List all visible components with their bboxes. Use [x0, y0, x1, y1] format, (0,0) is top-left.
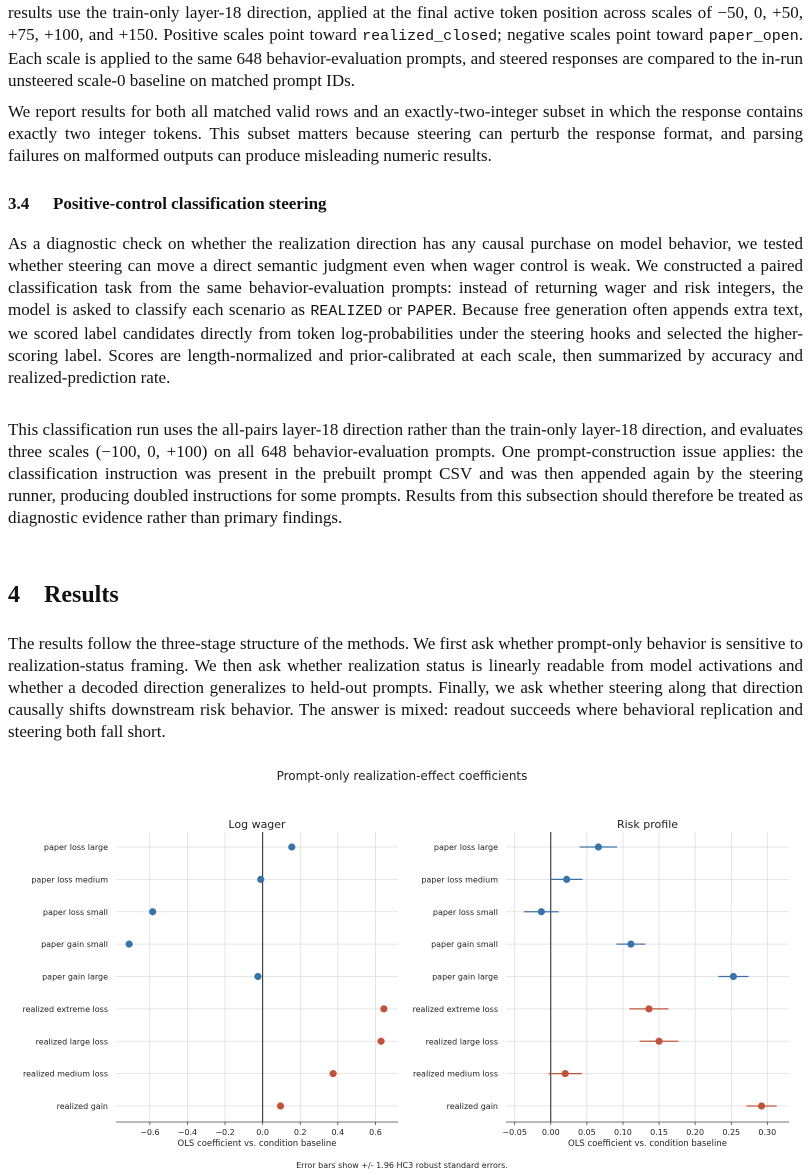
x-tick-label: 0.05	[577, 1128, 596, 1137]
y-category-label-realized-medium-loss: realized medium loss	[413, 1069, 498, 1079]
data-point-paper-loss-small	[538, 908, 545, 915]
x-tick-label: 0.6	[369, 1128, 382, 1137]
realization-effect-figure	[0, 762, 808, 1175]
data-point-paper-gain-small	[627, 941, 634, 948]
data-point-realized-large-loss	[655, 1038, 662, 1045]
x-tick-label: 0.00	[541, 1128, 560, 1137]
section-number: 3.4	[8, 194, 30, 213]
y-category-label-realized-gain: realized gain	[446, 1102, 498, 1111]
para3-text-1: As a diagnostic check on whether the realization direction has any causal purchase on model behavior, we tested whether steering can move a direct semantic judgment even when wager control is weak. We constructed a paired classification task from the same behavior-evaluation prompts: instead of returning wager and risk integers, the model is asked to classify each scenario as	[8, 234, 803, 319]
y-category-label-paper-loss-medium: paper loss medium	[421, 875, 498, 885]
y-category-label-paper-gain-large: paper gain large	[42, 972, 108, 982]
para1-text-1: results use the train-only layer-18 direction, applied at the final active token position across scales of −50, 0, +50, +75, +100, and +150. Positive scales point toward	[8, 3, 803, 44]
y-category-label-realized-gain: realized gain	[56, 1102, 108, 1111]
y-category-label-paper-loss-large: paper loss large	[43, 843, 108, 852]
x-tick-label: 0.0	[256, 1128, 270, 1137]
code-realized-label: REALIZED	[310, 303, 383, 320]
x-tick-label: 0.25	[722, 1128, 741, 1137]
x-tick-label: 0.20	[686, 1128, 705, 1137]
x-tick-label: 0.15	[650, 1128, 668, 1137]
data-point-paper-loss-large	[288, 843, 295, 850]
section-heading-3-4	[8, 194, 327, 214]
section-number: 4	[8, 582, 20, 608]
code-paper-open: paper_open	[708, 28, 799, 45]
panel-title: Log wager	[228, 818, 286, 831]
section-title: Results	[44, 582, 119, 608]
data-point-paper-loss-large	[595, 843, 602, 850]
y-category-label-realized-large-loss: realized large loss	[35, 1037, 108, 1047]
para3-text-2: or	[382, 300, 408, 319]
x-axis-label: OLS coefficient vs. condition baseline	[568, 1139, 727, 1149]
data-point-paper-loss-small	[149, 908, 156, 915]
data-point-realized-extreme-loss	[380, 1005, 387, 1012]
y-category-label-paper-loss-small: paper loss small	[42, 907, 108, 917]
y-category-label-paper-gain-small: paper gain small	[431, 940, 498, 950]
x-axis-label: OLS coefficient vs. condition baseline	[177, 1139, 337, 1149]
x-tick-label: −0.05	[502, 1128, 527, 1137]
section-title: Positive-control classification steering	[53, 194, 327, 213]
para1-text-3: . Each scale is applied to the same 648 behavior-evaluation prompts, and steered responses are compared to the in-run unsteered scale-0 baseline on matched prompt IDs.	[8, 25, 803, 90]
panel-title: Risk profile	[616, 818, 679, 831]
log-wager-panel	[22, 818, 398, 1149]
paragraph-classification-run: This classification run uses the all-pairs layer-18 direction rather than the train-only layer-18 direction, and evaluates three scales (−100, 0, +100) on all 648 behavior-evaluation prompts. One prompt-construction issue applies: the classification instruction was present in the prebuilt prompt CSV and was then appended again by the steering runner, producing doubled instructions for some prompts. Results from this subsection should therefore be treated as diagnostic evidence rather than primary findings.	[8, 420, 803, 527]
y-category-label-paper-gain-small: paper gain small	[41, 940, 108, 950]
x-tick-label: −0.2	[215, 1128, 235, 1137]
paragraph-results-overview: The results follow the three-stage structure of the methods. We first ask whether prompt-only behavior is sensitive to realization-status framing. We then ask whether realization status is linearly readable from model activations and whether a decoded direction generalizes to held-out prompts. Finally, we ask whether steering along that direction causally shifts downstream risk behavior. The answer is mixed: readout succeeds where behavioral replication and steering both fall short.	[8, 634, 803, 741]
data-point-realized-medium-loss	[562, 1070, 569, 1077]
risk-profile-panel	[412, 818, 789, 1149]
y-category-label-realized-extreme-loss: realized extreme loss	[22, 1004, 108, 1014]
y-category-label-realized-extreme-loss: realized extreme loss	[412, 1004, 498, 1014]
para1-text-2: ; negative scales point toward	[497, 25, 709, 44]
y-category-label-paper-gain-large: paper gain large	[432, 972, 498, 982]
data-point-paper-gain-small	[126, 941, 133, 948]
figure-suptitle: Prompt-only realization-effect coefficients	[276, 769, 528, 783]
section-heading-4	[8, 582, 119, 609]
x-tick-label: −0.6	[140, 1128, 160, 1137]
x-tick-label: 0.4	[331, 1128, 345, 1137]
data-point-paper-loss-medium	[563, 876, 570, 883]
data-point-paper-gain-large	[254, 973, 261, 980]
code-paper-label: PAPER	[407, 303, 453, 320]
y-category-label-paper-loss-medium: paper loss medium	[31, 875, 108, 885]
y-category-label-realized-medium-loss: realized medium loss	[23, 1069, 108, 1079]
y-category-label-paper-loss-small: paper loss small	[432, 907, 498, 917]
x-tick-label: 0.30	[758, 1128, 777, 1137]
x-tick-label: 0.10	[614, 1128, 632, 1137]
data-point-realized-large-loss	[377, 1038, 384, 1045]
code-realized-closed: realized_closed	[362, 28, 498, 45]
paragraph-integer-subset: We report results for both all matched valid rows and an exactly-two-integer subset in which the response contains exactly two integer tokens. This subset matters because steering can perturb the response format, and parsing failures on malformed outputs can produce misleading numeric results.	[8, 102, 803, 165]
data-point-paper-loss-medium	[257, 876, 264, 883]
data-point-realized-gain	[277, 1102, 284, 1109]
paragraph-steering-scales	[8, 2, 803, 92]
data-point-realized-gain	[758, 1102, 765, 1109]
y-category-label-paper-loss-large: paper loss large	[433, 843, 498, 852]
paragraph-classification-task	[8, 233, 803, 389]
data-point-paper-gain-large	[730, 973, 737, 980]
data-point-realized-medium-loss	[330, 1070, 337, 1077]
figure-caption: Error bars show +/- 1.96 HC3 robust standard errors.	[296, 1161, 508, 1170]
para3-text-3: . Because free generation often appends extra text, we scored label candidates directly from token log-probabilities under the steering hooks and selected the higher-scoring label. Scores are length-normalized and prior-calibrated at each scale, then summarized by accuracy and realized-prediction rate.	[8, 300, 803, 387]
data-point-realized-extreme-loss	[645, 1005, 652, 1012]
y-category-label-realized-large-loss: realized large loss	[425, 1037, 498, 1047]
x-tick-label: 0.2	[293, 1128, 307, 1137]
x-tick-label: −0.4	[177, 1128, 198, 1137]
